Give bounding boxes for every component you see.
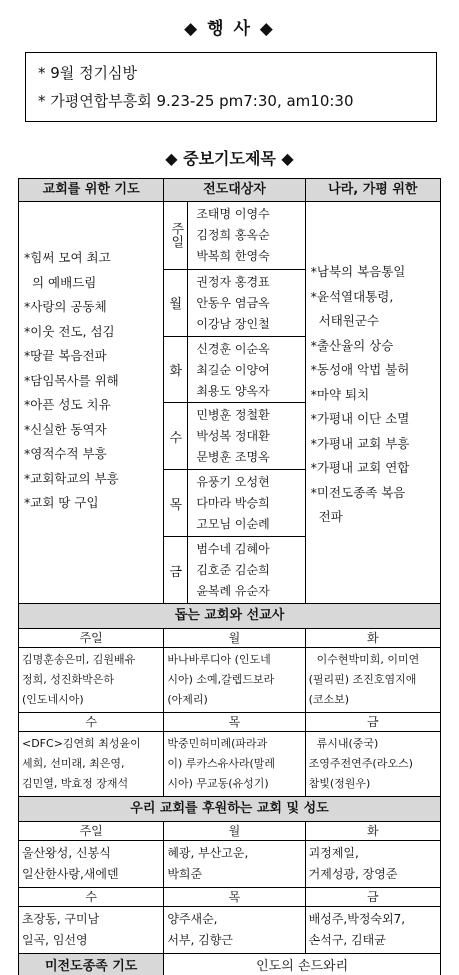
church-prayer-list [19,202,163,603]
cell-line: 시아) 무교동(유성기) [167,777,269,790]
list-item: *담임목사를 위해 [24,372,119,388]
list-item: *미전도종족 복음 [310,484,406,500]
list-item: 전파 [318,509,343,524]
day-header: 월 [163,822,304,840]
cell-line: 초장동, 구미남 [22,912,100,926]
prayer-header-row [19,179,440,201]
missions-bottom-row [19,731,440,796]
day-label: 화 [164,337,188,403]
list-item: *신실한 동역자 [24,421,107,437]
list-item: *땅끝 복음전파 [24,348,107,363]
day-names [188,337,304,403]
missions-days-top [19,628,440,647]
list-item: *힘써 모여 최고 [24,250,111,265]
footer-row [19,953,440,975]
evangelism-day [164,336,304,403]
prayer-title: ◆ 중보기도제목 ◆ [165,149,294,168]
events-title: ◆ 행 사 ◆ [184,19,275,39]
name-line: 윤복례 유순자 [196,584,270,599]
name-line: 민병훈 정철환 [196,408,270,423]
cell-line: (인도네시아) [22,693,84,706]
unreached-value: 인도의 손드와리 [163,954,440,975]
cell-line: 양주새순, [167,912,218,926]
supporters-banner-row [19,796,440,821]
cell-line: 박희준 [167,867,203,881]
evangelism-day [164,469,304,536]
name-line: 이강남 장인철 [196,316,270,331]
supporters-days-bottom [19,887,440,906]
cell-line: 정희, 성진화박은하 [22,673,115,686]
cell-line: 박중민허미례(파라과 [167,737,268,750]
list-item: *아픈 성도 치유 [24,397,111,412]
cell-line: 일산한사랑,새에덴 [22,867,119,881]
name-line: 박복희 한영숙 [196,249,270,263]
list-item: *이웃 전도, 섬김 [24,323,115,339]
nation-prayer-list [305,202,440,603]
day-label: 주일 [164,202,188,269]
list-item: *가평내 이단 소멸 [310,411,410,426]
name-line: 안동우 염금옥 [196,295,270,310]
day-header: 주일 [79,824,103,838]
supporters-cell [163,841,304,887]
cell-line: 이수현박미희, 이미연 [316,653,420,666]
day-names [188,403,304,469]
missions-cell [19,648,163,712]
cell-line: 바나바루디아 (인도네 [167,653,271,666]
cell-line: <DFC>김연희 최성윤이 [22,737,141,750]
evangelism-day [164,202,304,269]
name-line: 김정희 홍옥순 [196,228,270,242]
list-item: *출산율의 상승 [310,337,394,353]
day-header: 화 [305,822,440,840]
name-line: 최길순 이양여 [196,362,270,377]
cell-line: 조영주전연주(라오스) [308,757,413,770]
cell-line: 괴정제일, [308,846,359,860]
cell-line: 울산왕성, 신봉식 [22,846,111,860]
cell-line: 일곡, 임선영 [22,933,88,947]
cell-line: (필리핀) 조진호염지애 [308,673,417,686]
day-label: 목 [164,470,188,536]
cell-line: 배성주,박정숙외7, [308,912,406,926]
evangelism-day [164,536,304,603]
supporters-cell [305,841,440,887]
missions-cell [305,732,440,796]
name-line: 조태명 이영수 [196,207,270,221]
list-item: *교회학교의 부흥 [24,470,119,486]
header-evangelism: 전도대상자 [163,179,304,201]
cell-line: 시아) 소예,갈렙드보라 [167,673,275,686]
supporters-cell [19,841,163,887]
prayer-main-row [19,201,440,603]
cell-line: 서부, 김향근 [167,933,233,947]
list-item: *영적수적 부흥 [24,446,107,461]
list-item: 의 예배드림 [32,274,97,290]
missions-banner-row [19,603,440,628]
name-line: 권정자 홍경표 [196,274,270,289]
day-names [188,270,304,336]
name-line: 고모님 이순례 [196,517,270,532]
day-header: 월 [163,629,304,647]
events-box [25,52,437,122]
supporters-cell [305,907,440,953]
header-nation: 나라, 가평 위한 [305,179,440,201]
header-church: 교회를 위한 기도 [42,182,140,197]
list-item: *동성애 악법 불허 [310,362,410,377]
day-header: 주일 [79,631,103,645]
day-label: 수 [164,403,188,469]
supporters-bottom-row [19,906,440,953]
missions-cell [19,732,163,796]
cell-line: 김명훈송은미, 김원배유 [22,653,136,666]
cell-line: 거제성광, 장영준 [308,867,398,881]
event-item: * 9월 정기심방 [38,64,138,82]
cell-line: 세희, 선미래, 최은영, [22,757,125,770]
supporters-cell [163,907,304,953]
unreached-label: 미전도종족 기도 [19,954,163,975]
cell-line: 이) 루카스유사라(말레 [167,757,276,770]
cell-line: 류시내(중국) [316,737,379,750]
supporters-days-top [19,821,440,840]
evangelism-targets [163,202,304,603]
name-line: 범수네 김혜아 [196,542,270,557]
supporters-cell [19,907,163,953]
missions-days-bottom [19,712,440,731]
name-line: 다마라 박승희 [196,496,270,511]
missions-top-row [19,647,440,712]
day-label: 월 [164,270,188,336]
day-header: 수 [85,890,97,904]
missions-cell [163,732,304,796]
day-header: 금 [305,713,440,731]
missions-title: 돕는 교회와 선교사 [174,608,285,623]
day-label: 금 [164,537,188,603]
event-item: * 가평연합부흥회 9.23-25 pm7:30, am10:30 [38,92,354,110]
day-names [188,202,304,269]
name-line: 박성복 정대환 [196,429,270,444]
cell-line: (아제리) [167,693,208,706]
day-header: 금 [305,888,440,906]
name-line: 김호준 김순희 [196,563,270,578]
cell-line: 김민열, 박효정 장재석 [22,777,129,790]
cell-line: 혜광, 부산고운, [167,846,249,860]
name-line: 문병훈 조명옥 [196,450,270,465]
missions-cell [163,648,304,712]
cell-line: (코소보) [308,693,350,706]
evangelism-day [164,269,304,336]
prayer-grid [18,178,441,975]
supporters-title: 우리 교회를 후원하는 교회 및 성도 [130,801,329,816]
day-header: 목 [163,713,304,731]
name-line: 유풍기 오성현 [196,475,270,490]
list-item: *가평내 교회 연합 [310,460,410,475]
list-item: *윤석열대통령, [310,288,394,304]
day-names [188,470,304,536]
list-item: *사랑의 공동체 [24,299,107,314]
day-header: 수 [85,715,97,729]
list-item: *마약 퇴치 [310,386,370,402]
list-item: *가평내 교회 부흥 [310,435,410,451]
day-header: 목 [163,888,304,906]
cell-line: 참빛(정원우) [308,777,371,790]
day-header: 화 [305,629,440,647]
supporters-top-row [19,840,440,887]
list-item: 서태원군수 [318,313,380,328]
list-item: *남북의 복음통일 [310,264,406,279]
cell-line: 손석구, 김태균 [308,933,386,947]
evangelism-day [164,402,304,469]
day-names [188,537,304,603]
list-item: *교회 땅 구입 [24,495,99,510]
name-line: 신경훈 이순옥 [196,341,270,356]
name-line: 최용도 양옥자 [196,383,270,398]
missions-cell [305,648,440,712]
